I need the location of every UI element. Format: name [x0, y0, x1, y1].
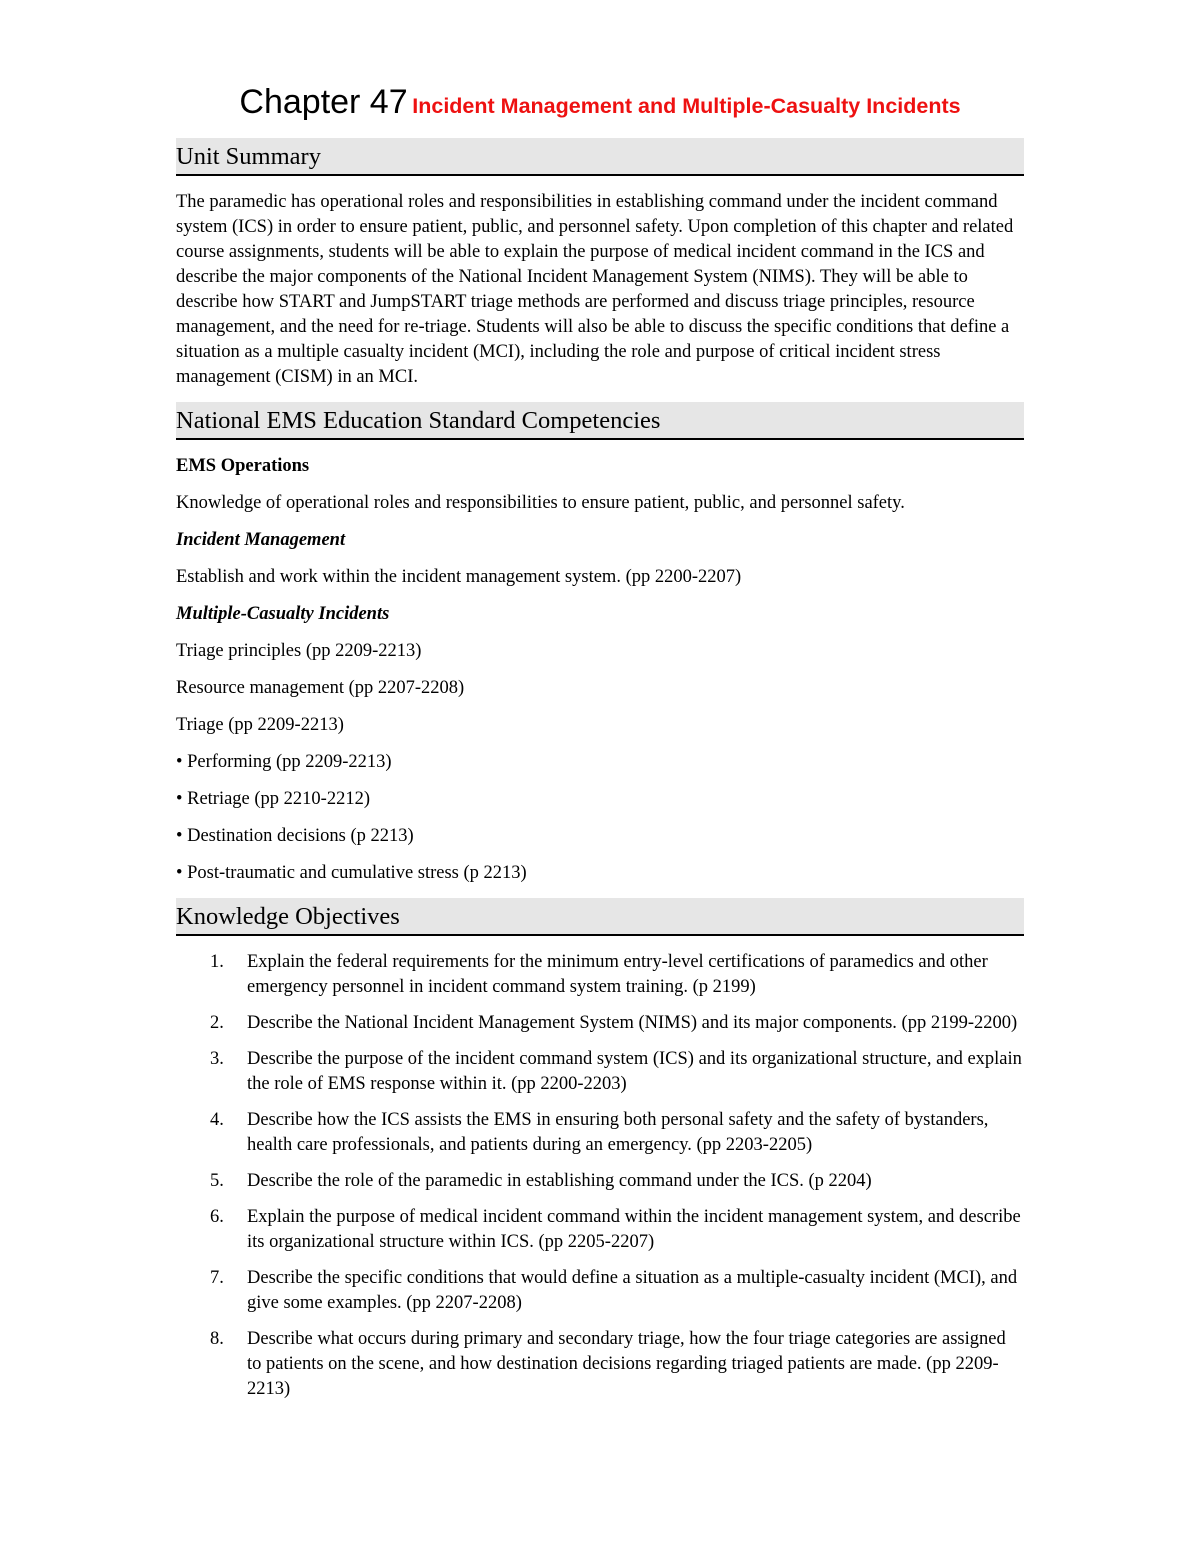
objective-item [176, 1011, 1024, 1036]
objective-item [176, 1266, 1024, 1316]
objective-item [176, 1327, 1024, 1402]
mci-item: • Destination decisions (p 2213) [176, 826, 414, 846]
ems-operations-text: Knowledge of operational roles and responsibilities to ensure patient, public, and personnel safety. [176, 493, 905, 513]
unit-summary-heading: Unit Summary [176, 138, 1024, 176]
document-page [176, 82, 1024, 1413]
chapter-subtitle: Incident Management and Multiple-Casualty Incidents [412, 94, 961, 118]
mci-item: • Retriage (pp 2210-2212) [176, 789, 370, 809]
mci-item: Triage principles (pp 2209-2213) [176, 641, 422, 661]
objective-number: 6. [210, 1207, 224, 1227]
ems-operations-heading: EMS Operations [176, 456, 310, 476]
mci-item: • Post-traumatic and cumulative stress (p 2213) [176, 863, 527, 883]
objective-item [176, 1108, 1024, 1158]
competencies-heading: National EMS Education Standard Competencies [176, 402, 1024, 440]
objective-number: 4. [210, 1110, 224, 1130]
objective-text: Describe the purpose of the incident command system (ICS) and its organizational structure, and explain the role of EMS response within it. (pp 2200-2203) [247, 1049, 1022, 1094]
chapter-title [176, 82, 1024, 128]
objective-number: 8. [210, 1329, 224, 1349]
objective-text: Explain the federal requirements for the minimum entry-level certifications of paramedics and other emergency personnel in incident command system training. (p 2199) [247, 952, 988, 997]
objective-text: Describe the role of the paramedic in establishing command under the ICS. (p 2204) [247, 1171, 872, 1191]
unit-summary-text: The paramedic has operational roles and responsibilities in establishing command under the incident command system (ICS) in order to ensure patient, public, and personnel safety. Upon completion of this chapter and related course assignments, students will be able to explain the purpose of medical incident command in the ICS and describe the major components of the National Incident Management System (NIMS). They will be able to describe how START and JumpSTART triage methods are performed and discuss triage principles, resource management, and the need for re-triage. Students will also be able to discuss the specific conditions that define a situation as a multiple casualty incident (MCI), including the role and purpose of critical incident stress management (CISM) in an MCI. [176, 192, 1014, 387]
objective-number: 1. [210, 952, 224, 972]
objective-number: 2. [210, 1013, 224, 1033]
objective-text: Describe what occurs during primary and secondary triage, how the four triage categories are assigned to patients on the scene, and how destination decisions regarding triaged patients are made. (pp 2209-2213) [247, 1329, 1006, 1399]
knowledge-objectives-heading: Knowledge Objectives [176, 898, 1024, 936]
incident-management-heading: Incident Management [176, 530, 346, 550]
chapter-number: Chapter 47 [239, 83, 408, 121]
objective-number: 7. [210, 1268, 224, 1288]
objective-item [176, 950, 1024, 1000]
objective-number: 5. [210, 1171, 224, 1191]
mci-item: Triage (pp 2209-2213) [176, 715, 344, 735]
objective-text: Describe the specific conditions that would define a situation as a multiple-casualty incident (MCI), and give some examples. (pp 2207-2208) [247, 1268, 1018, 1313]
objective-text: Explain the purpose of medical incident command within the incident management system, and describe its organizational structure within ICS. (pp 2205-2207) [247, 1207, 1021, 1252]
objective-item [176, 1047, 1024, 1097]
objective-item [176, 1205, 1024, 1255]
objective-item [176, 1169, 1024, 1194]
objective-number: 3. [210, 1049, 224, 1069]
mci-heading: Multiple-Casualty Incidents [176, 604, 390, 624]
objective-text: Describe how the ICS assists the EMS in ensuring both personal safety and the safety of bystanders, health care professionals, and patients during an emergency. (pp 2203-2205) [247, 1110, 989, 1155]
mci-item: Resource management (pp 2207-2208) [176, 678, 465, 698]
objective-text: Describe the National Incident Management System (NIMS) and its major components. (pp 2199-2200) [247, 1013, 1018, 1033]
incident-management-text: Establish and work within the incident management system. (pp 2200-2207) [176, 567, 742, 587]
objectives-list [176, 950, 1024, 1402]
mci-item: • Performing (pp 2209-2213) [176, 752, 392, 772]
